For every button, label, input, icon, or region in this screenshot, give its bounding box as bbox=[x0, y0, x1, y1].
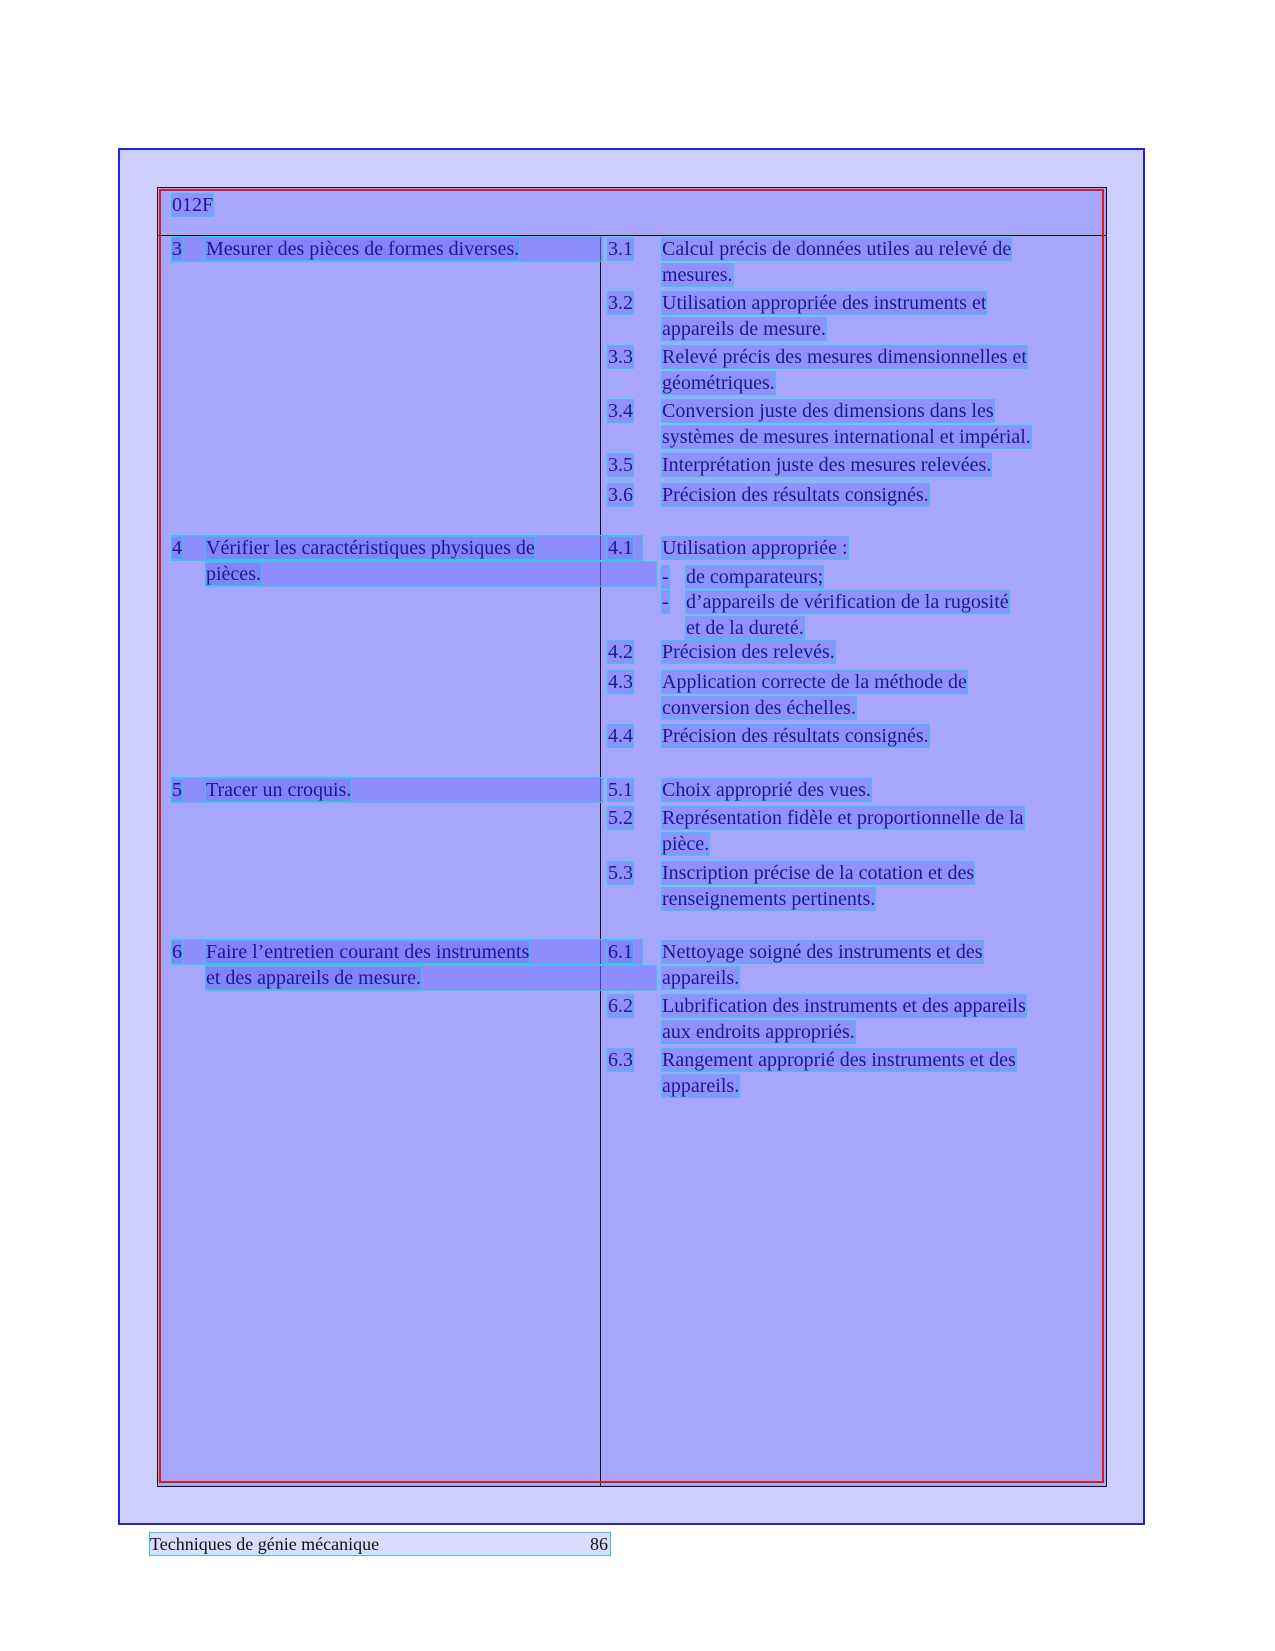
criterion-number: 4.1 bbox=[608, 537, 633, 559]
competency-number: 3 bbox=[172, 238, 182, 260]
competency-text: et des appareils de mesure. bbox=[206, 967, 421, 989]
criterion-text: renseignements pertinents. bbox=[662, 888, 876, 910]
table-header-code: 012F bbox=[172, 194, 214, 216]
criterion-number: 3.1 bbox=[608, 238, 633, 260]
criterion-text: systèmes de mesures international et impérial. bbox=[662, 426, 1031, 448]
competency-text: Tracer un croquis. bbox=[206, 779, 352, 801]
criterion-number: 3.2 bbox=[608, 292, 633, 314]
bullet-marker: - bbox=[662, 591, 669, 613]
criterion-text: Interprétation juste des mesures relevées. bbox=[662, 454, 992, 476]
criterion-text: Lubrification des instruments et des appareils bbox=[662, 995, 1026, 1017]
criterion-text: Utilisation appropriée des instruments et bbox=[662, 292, 987, 314]
competency-text: Vérifier les caractéristiques physiques de bbox=[206, 537, 535, 559]
criterion-text: pièce. bbox=[662, 833, 710, 855]
footer-title: Techniques de génie mécanique bbox=[150, 1534, 380, 1554]
criterion-number: 3.6 bbox=[608, 484, 633, 506]
column-divider bbox=[600, 235, 601, 1487]
criterion-text: Application correcte de la méthode de bbox=[662, 671, 967, 693]
criterion-number: 5.2 bbox=[608, 807, 633, 829]
criterion-text: aux endroits appropriés. bbox=[662, 1021, 855, 1043]
criterion-number: 6.3 bbox=[608, 1049, 633, 1071]
competency-text: Mesurer des pièces de formes diverses. bbox=[206, 238, 520, 260]
criterion-text: Précision des relevés. bbox=[662, 641, 835, 663]
bullet-marker: - bbox=[662, 566, 669, 588]
criterion-text: mesures. bbox=[662, 264, 733, 286]
criterion-text: Précision des résultats consignés. bbox=[662, 725, 929, 747]
criterion-text: géométriques. bbox=[662, 372, 775, 394]
criterion-number: 6.2 bbox=[608, 995, 633, 1017]
criterion-text: Utilisation appropriée : bbox=[662, 537, 848, 559]
competency-number: 4 bbox=[172, 537, 182, 559]
criterion-text: appareils. bbox=[662, 967, 740, 989]
criterion-text: Inscription précise de la cotation et des bbox=[662, 862, 975, 884]
competency-number: 5 bbox=[172, 779, 182, 801]
criterion-text: Relevé précis des mesures dimensionnelles et bbox=[662, 346, 1027, 368]
criterion-bullet-text: de comparateurs; bbox=[686, 566, 824, 588]
criterion-number: 3.5 bbox=[608, 454, 633, 476]
criterion-text: Calcul précis de données utiles au relevé de bbox=[662, 238, 1012, 260]
criterion-text: Représentation fidèle et proportionnelle de la bbox=[662, 807, 1024, 829]
criterion-number: 4.4 bbox=[608, 725, 633, 747]
criterion-number: 4.3 bbox=[608, 671, 633, 693]
criterion-text: Conversion juste des dimensions dans les bbox=[662, 400, 994, 422]
competency-text: pièces. bbox=[206, 563, 261, 585]
criterion-text: Rangement approprié des instruments et des bbox=[662, 1049, 1016, 1071]
page-footer bbox=[150, 1533, 610, 1555]
competency-row-band bbox=[206, 562, 656, 586]
competency-number: 6 bbox=[172, 941, 182, 963]
criterion-text: conversion des échelles. bbox=[662, 697, 856, 719]
criterion-number: 5.1 bbox=[608, 779, 633, 801]
criterion-text: Choix approprié des vues. bbox=[662, 779, 871, 801]
criterion-number: 4.2 bbox=[608, 641, 633, 663]
header-divider bbox=[157, 235, 1107, 236]
competency-text: Faire l’entretien courant des instruments bbox=[206, 941, 530, 963]
criterion-text: Nettoyage soigné des instruments et des bbox=[662, 941, 983, 963]
criterion-text: Précision des résultats consignés. bbox=[662, 484, 929, 506]
competency-table bbox=[157, 187, 1107, 1487]
page-number: 86 bbox=[590, 1534, 608, 1554]
criterion-text: appareils de mesure. bbox=[662, 318, 826, 340]
criterion-text: appareils. bbox=[662, 1075, 740, 1097]
criterion-bullet-text: d’appareils de vérification de la rugosité bbox=[686, 591, 1009, 613]
criterion-number: 5.3 bbox=[608, 862, 633, 884]
criterion-number: 3.4 bbox=[608, 400, 633, 422]
criterion-number: 6.1 bbox=[608, 941, 633, 963]
criterion-bullet-text: et de la dureté. bbox=[686, 617, 804, 639]
criterion-number: 3.3 bbox=[608, 346, 633, 368]
